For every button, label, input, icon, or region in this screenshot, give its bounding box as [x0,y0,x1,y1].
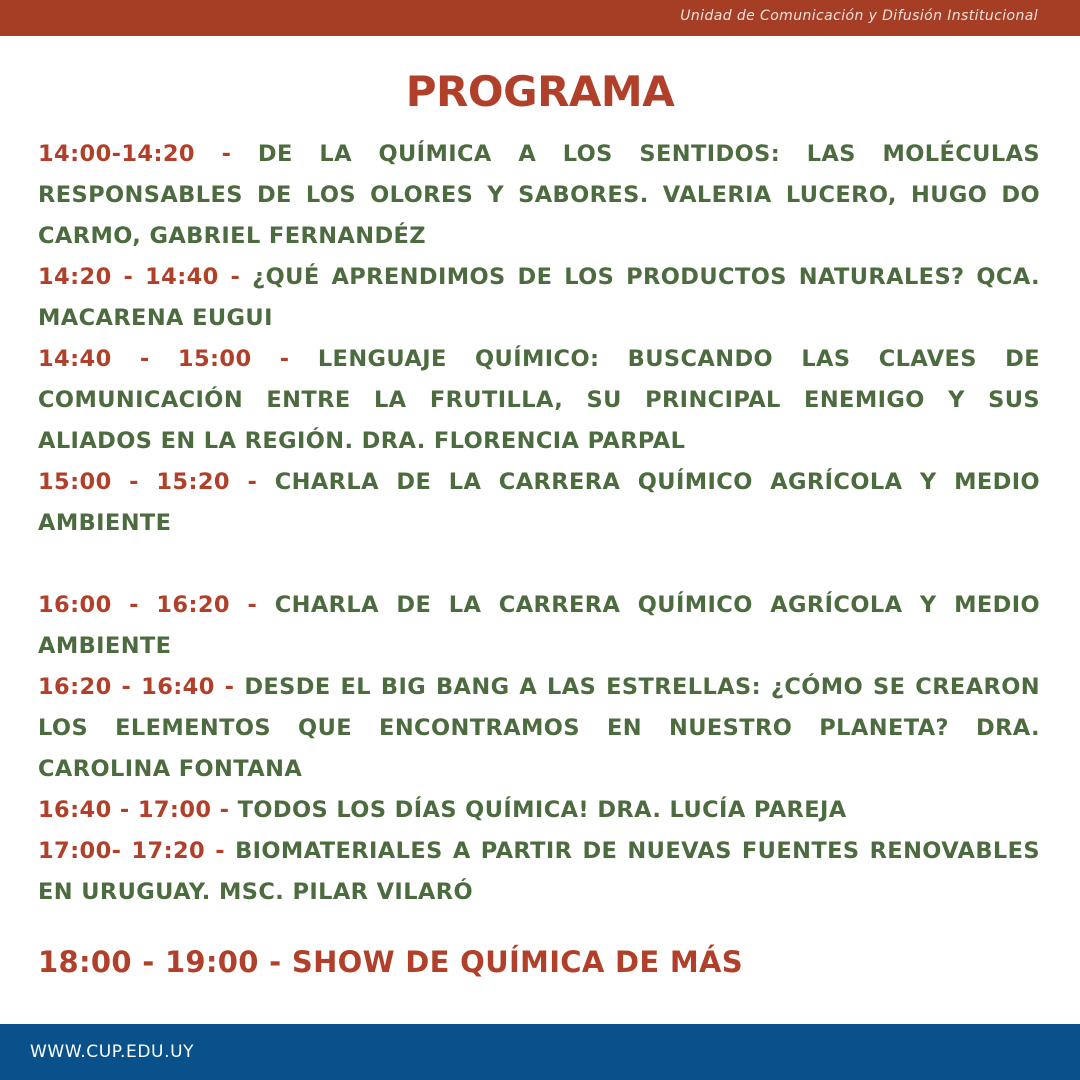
entry-text: DE LA QUÍMICA A LOS SENTIDOS: LAS MOLÉCULAS RESPONSABLES DE LOS OLORES Y SABORES. VALERIA LUCERO, HUGO DO CARMO, GABRIEL FERNANDÉZ [38,141,1041,249]
program-entry [38,462,1040,544]
entry-text: CHARLA DE LA CARRERA QUÍMICO AGRÍCOLA Y MEDIO AMBIENTE [38,469,1041,536]
entry-time: 16:40 - 17:00 - [38,797,238,823]
program-entry [38,339,1040,462]
program-entry [38,257,1040,339]
entry-text: ¿QUÉ APRENDIMOS DE LOS PRODUCTOS NATURALES? QCA. MACARENA EUGUI [38,264,1040,331]
show-headline: 18:00 - 19:00 - SHOW DE QUÍMICA DE MÁS [38,945,743,979]
program-list [38,134,1040,913]
entry-text: CHARLA DE LA CARRERA QUÍMICO AGRÍCOLA Y MEDIO AMBIENTE [38,592,1041,659]
entry-time: 15:00 - 15:20 - [38,469,275,495]
entry-text: BIOMATERIALES A PARTIR DE NUEVAS FUENTES RENOVABLES EN URUGUAY. MSC. PILAR VILARÓ [38,838,1040,905]
entry-text: LENGUAJE QUÍMICO: BUSCANDO LAS CLAVES DE COMUNICACIÓN ENTRE LA FRUTILLA, SU PRINCIPAL ENEMIGO Y SUS ALIADOS EN LA REGIÓN. DRA. FLORENCIA PARPAL [38,346,1040,454]
entry-time: 16:20 - 16:40 - [38,674,245,700]
entry-time: 14:40 - 15:00 - [38,346,318,372]
program-entry [38,831,1040,913]
program-entry [38,585,1040,667]
break-spacer [38,544,1040,585]
page-title: PROGRAMA [405,67,675,116]
footer-bar [0,1024,1080,1080]
website-link[interactable]: WWW.CUP.EDU.UY [30,1042,195,1062]
entry-text: TODOS LOS DÍAS QUÍMICA! DRA. LUCÍA PAREJA [237,797,847,823]
entry-time: 14:20 - 14:40 - [38,264,253,290]
program-entry [38,134,1040,257]
entry-time: 17:00- 17:20 - [38,838,236,864]
entry-time: 14:00-14:20 - [38,141,258,167]
institution-unit-label: Unidad de Comunicación y Difusión Institucional [680,8,1038,24]
top-banner [0,0,1080,36]
entry-time: 16:00 - 16:20 - [38,592,275,618]
entry-text: DESDE EL BIG BANG A LAS ESTRELLAS: ¿CÓMO SE CREARON LOS ELEMENTOS QUE ENCONTRAMOS EN NUESTRO PLANETA? DRA. CAROLINA FONTANA [38,674,1040,782]
program-entry [38,790,1040,831]
program-entry [38,667,1040,790]
